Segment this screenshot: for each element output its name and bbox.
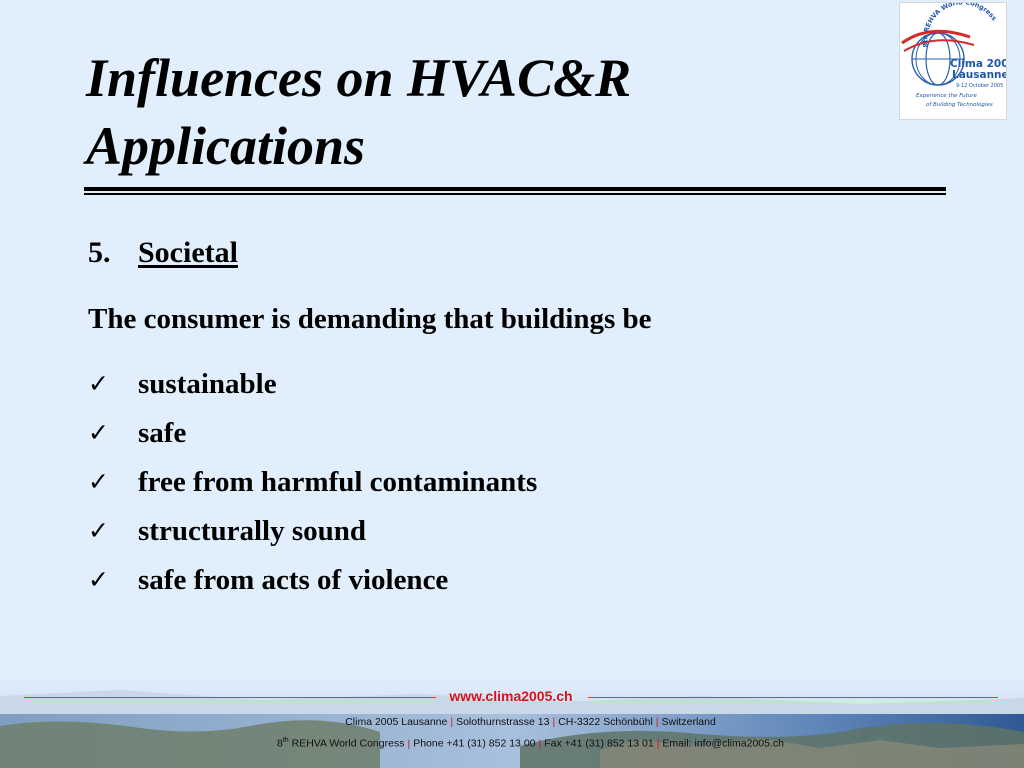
- list-item: [88, 457, 537, 506]
- list-item-text: sustainable: [138, 367, 277, 400]
- list-item-text: structurally sound: [138, 514, 367, 547]
- list-item-text: safe: [138, 416, 187, 449]
- slide-title: [86, 44, 846, 180]
- checkmark-icon: ✓: [88, 515, 109, 545]
- logo-tagline-1: Experience the Future: [916, 93, 977, 99]
- list-item: [88, 506, 537, 555]
- logo-tagline-2: of Building Technologies: [926, 102, 993, 108]
- globe-icon: [900, 3, 1006, 119]
- list-item: [88, 408, 537, 457]
- footer-contact: 8th REHVA World Congress | Phone +41 (31) 852 13 00 | Fax +41 (31) 852 13 01 | Email: info@clima2005.ch: [277, 737, 784, 750]
- list-item-text: safe from acts of violence: [138, 563, 449, 596]
- list-item: [88, 359, 537, 408]
- footer-email[interactable]: Email: info@clima2005.ch: [662, 737, 784, 750]
- footer-url-link[interactable]: www.clima2005.ch: [449, 688, 573, 704]
- checkmark-icon: ✓: [88, 417, 109, 447]
- section-number: 5.: [88, 236, 111, 269]
- clima-2005-logo: [899, 2, 1007, 120]
- bullet-list: [88, 359, 537, 604]
- checkmark-icon: ✓: [88, 564, 109, 594]
- checkmark-icon: ✓: [88, 368, 109, 398]
- title-line-1: Influences on HVAC&R: [86, 48, 632, 108]
- checkmark-icon: ✓: [88, 466, 109, 496]
- logo-name-1: Clima 200: [950, 58, 1006, 70]
- logo-name-2: Lausanne: [952, 69, 1006, 81]
- footer-divider-right: [588, 697, 998, 698]
- intro-text: The consumer is demanding that buildings be: [88, 303, 652, 335]
- footer-divider-left: [24, 697, 436, 698]
- section-heading: [88, 233, 238, 273]
- title-line-2: Applications: [86, 116, 366, 176]
- list-item-text: free from harmful contaminants: [138, 465, 538, 498]
- footer-address: Clima 2005 Lausanne | Solothurnstrasse 13 | CH-3322 Schönbühl | Switzerland: [345, 716, 716, 728]
- logo-congress-text: 8th REHVA Wor ongress: [921, 3, 999, 48]
- section-label: Societal: [138, 236, 238, 269]
- logo-dates: 9-12 October 2005: [956, 83, 1004, 89]
- list-item: [88, 555, 537, 604]
- title-underline: [84, 187, 946, 196]
